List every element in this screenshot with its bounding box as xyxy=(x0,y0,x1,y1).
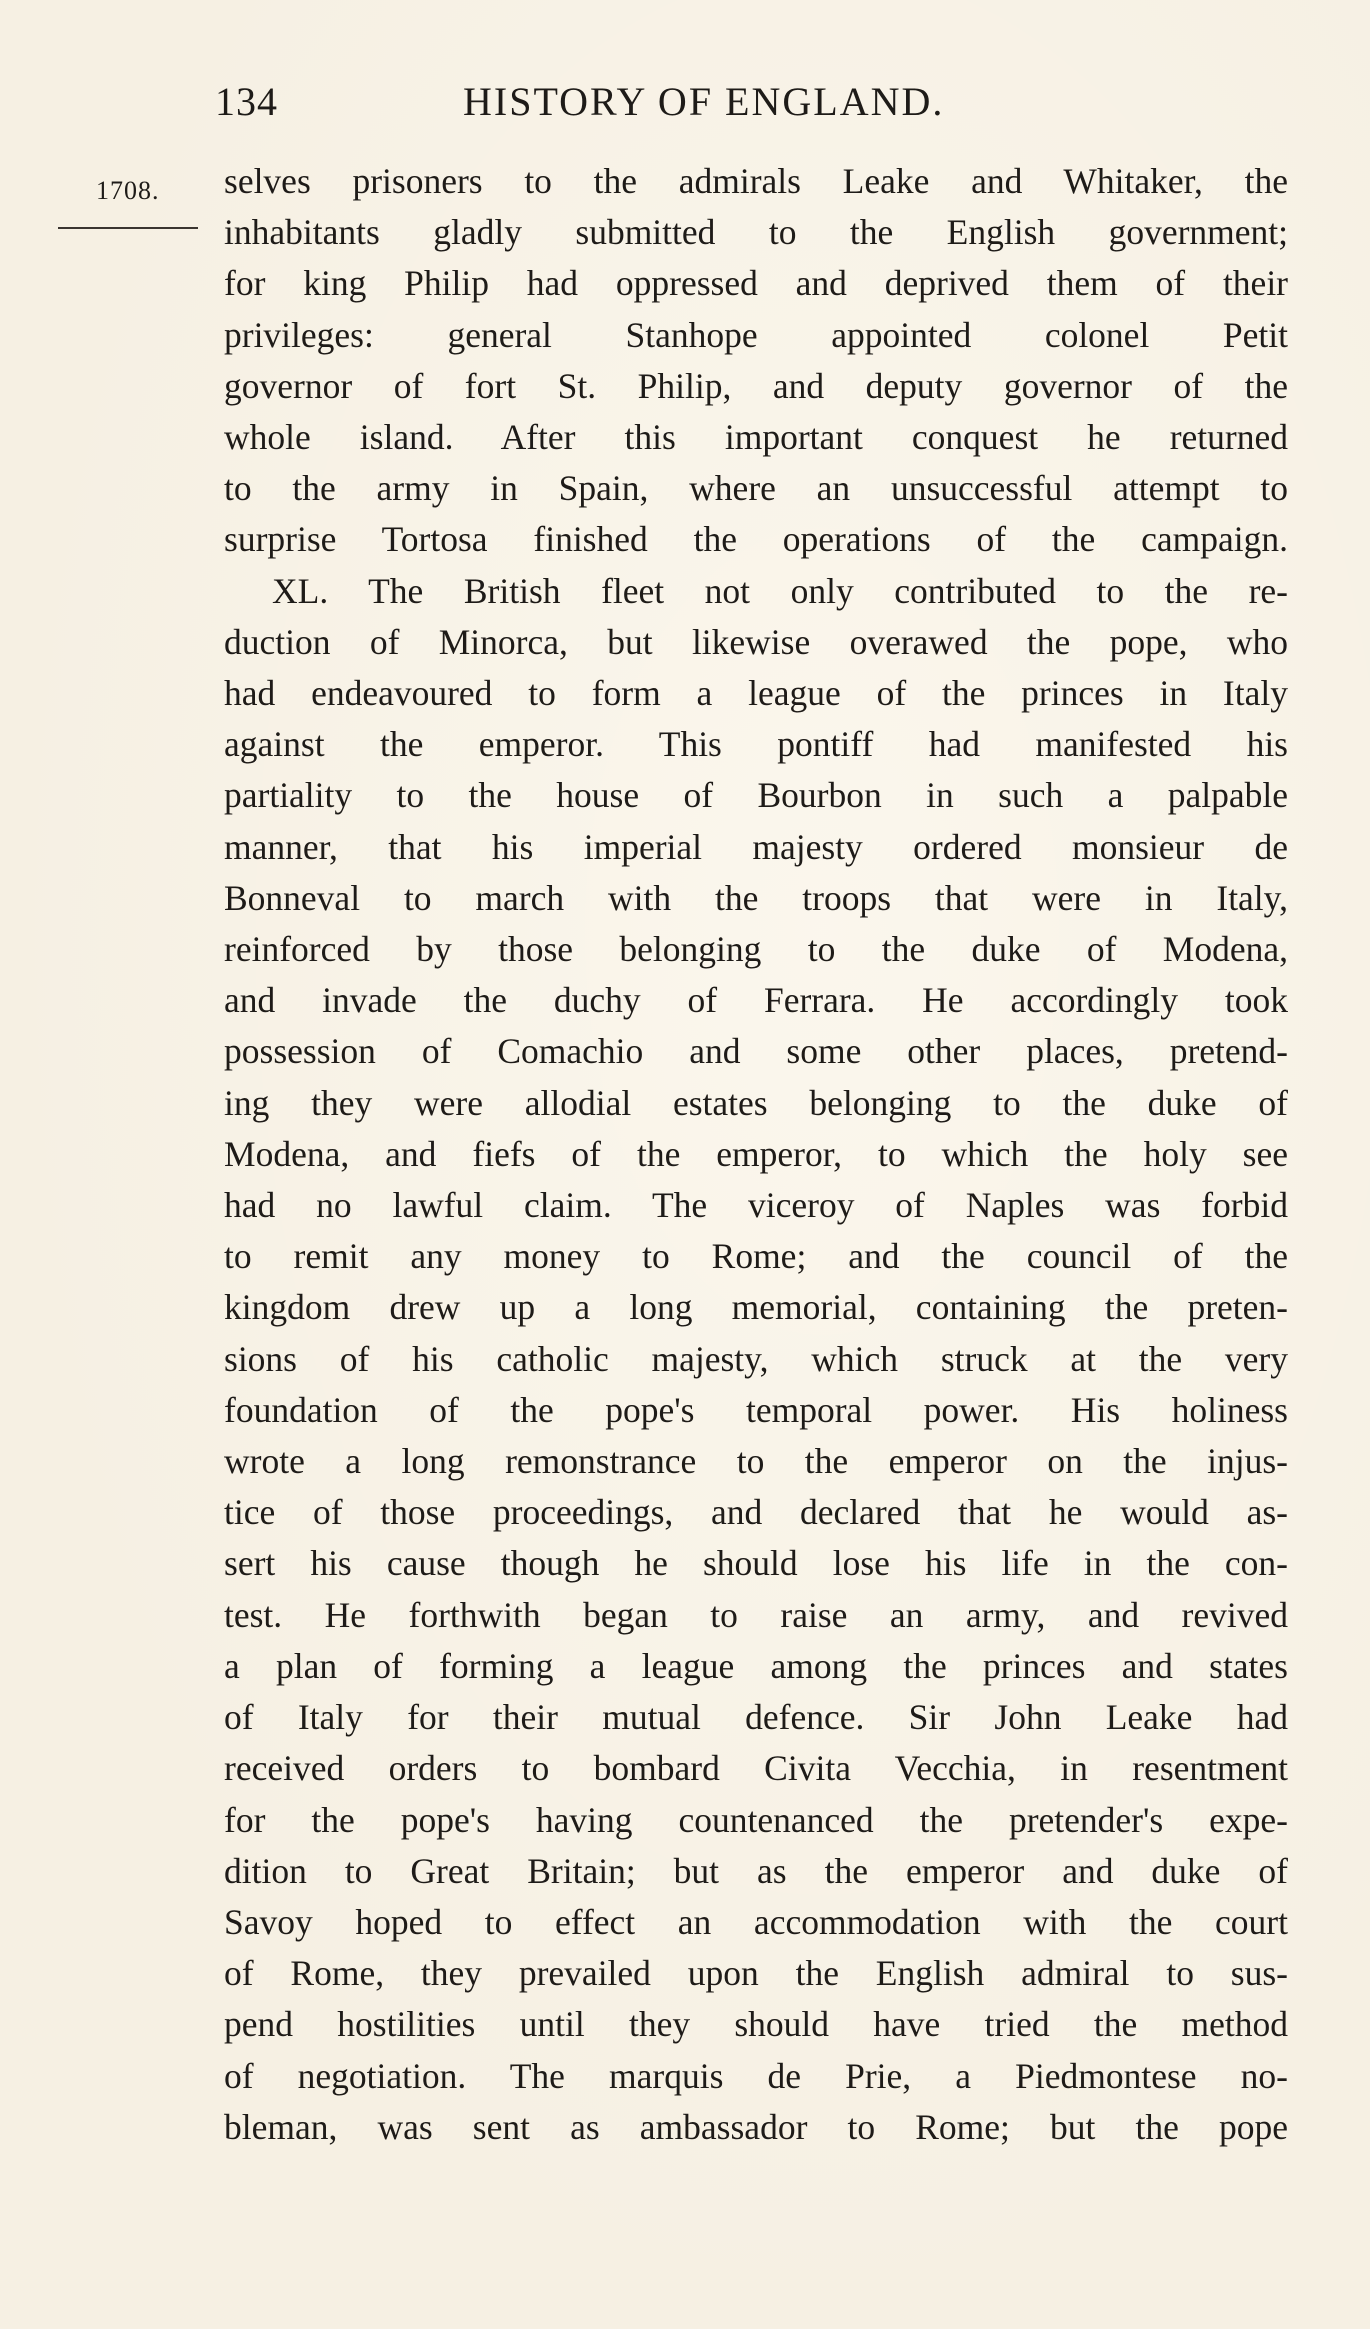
text-line: for the pope's having countenanced the pretender's expe- xyxy=(224,1799,1288,1840)
text-line: privileges: general Stanhope appointed colonel Petit xyxy=(224,314,1288,355)
text-line: received orders to bombard Civita Vecchia, in resentment xyxy=(224,1748,1288,1789)
text-line: inhabitants gladly submitted to the English government; xyxy=(224,212,1288,253)
text-line: ing they were allodial estates belonging to the duke of xyxy=(224,1082,1288,1123)
text-line: manner, that his imperial majesty ordered monsieur de xyxy=(224,826,1288,867)
text-line: of Italy for their mutual defence. Sir John Leake had xyxy=(224,1697,1288,1738)
paragraph-start-line: XL. The British fleet not only contributed to the re- xyxy=(272,570,1288,611)
margin-year-note: 1708. xyxy=(96,176,160,205)
text-line: against the emperor. This pontiff had manifested his xyxy=(224,724,1288,765)
text-line: reinforced by those belonging to the duke of Modena, xyxy=(224,929,1288,970)
text-line: governor of fort St. Philip, and deputy governor of the xyxy=(224,365,1288,406)
text-line: wrote a long remonstrance to the emperor on the injus- xyxy=(224,1441,1288,1482)
text-line: dition to Great Britain; but as the emperor and duke of xyxy=(224,1850,1288,1891)
text-line: bleman, was sent as ambassador to Rome; but the pope xyxy=(224,2106,1288,2147)
text-line: foundation of the pope's temporal power. His holiness xyxy=(224,1389,1288,1430)
text-line: sions of his catholic majesty, which struck at the very xyxy=(224,1338,1288,1379)
text-line: selves prisoners to the admirals Leake and Whitaker, the xyxy=(224,161,1288,201)
margin-rule xyxy=(58,227,198,229)
text-line: to remit any money to Rome; and the council of the xyxy=(224,1236,1288,1277)
text-line: surprise Tortosa finished the operations of the campaign. xyxy=(224,519,1288,560)
text-line: test. He forthwith began to raise an army, and revived xyxy=(224,1594,1288,1635)
text-line: Bonneval to march with the troops that were in Italy, xyxy=(224,877,1288,918)
text-line: sert his cause though he should lose his life in the con- xyxy=(224,1543,1288,1584)
text-line: kingdom drew up a long memorial, containing the preten- xyxy=(224,1287,1288,1328)
text-line: a plan of forming a league among the princes and states xyxy=(224,1645,1288,1686)
text-line: had no lawful claim. The viceroy of Naples was forbid xyxy=(224,1185,1288,1226)
text-line: and invade the duchy of Ferrara. He accordingly took xyxy=(224,980,1288,1021)
text-line: for king Philip had oppressed and deprived them of their xyxy=(224,263,1288,304)
text-line: Savoy hoped to effect an accommodation with the court xyxy=(224,1901,1288,1942)
page-number: 134 xyxy=(215,79,278,124)
text-line: tice of those proceedings, and declared that he would as- xyxy=(224,1492,1288,1533)
text-line: of Rome, they prevailed upon the English admiral to sus- xyxy=(224,1953,1288,1994)
running-title: HISTORY OF ENGLAND. xyxy=(463,79,945,124)
text-line: whole island. After this important conquest he returned xyxy=(224,417,1288,458)
text-line: partiality to the house of Bourbon in such a palpable xyxy=(224,775,1288,816)
text-line: to the army in Spain, where an unsuccessful attempt to xyxy=(224,468,1288,509)
text-line: had endeavoured to form a league of the princes in Italy xyxy=(224,673,1288,714)
text-line: Modena, and fiefs of the emperor, to which the holy see xyxy=(224,1133,1288,1174)
text-line: pend hostilities until they should have tried the method xyxy=(224,2004,1288,2045)
body-text xyxy=(224,156,1288,2153)
text-line: of negotiation. The marquis de Prie, a Piedmontese no- xyxy=(224,2055,1288,2096)
text-line: duction of Minorca, but likewise overawed the pope, who xyxy=(224,621,1288,662)
page-header xyxy=(215,78,1290,138)
text-line: possession of Comachio and some other places, pretend- xyxy=(224,1031,1288,1072)
